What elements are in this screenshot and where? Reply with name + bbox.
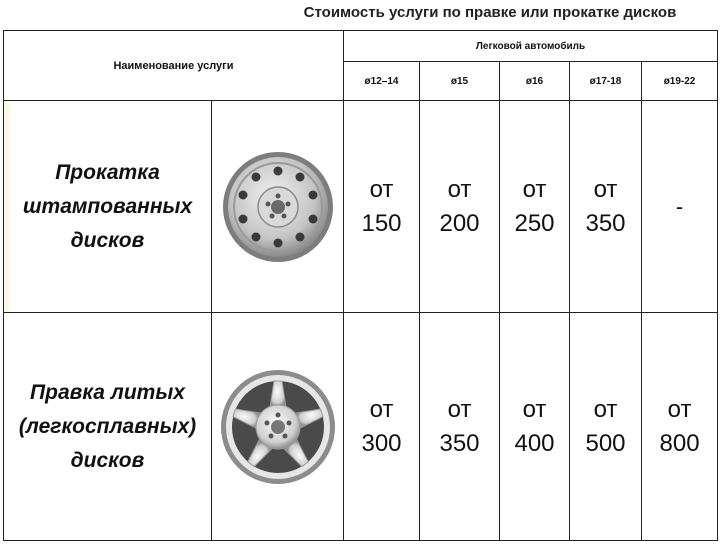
alloy-wheel-icon (218, 367, 338, 487)
price-prefix: от (369, 395, 394, 423)
service-name-line: дисков (70, 228, 145, 252)
price-cell (642, 101, 718, 313)
service-name-line: дисков (70, 448, 145, 472)
price-table (3, 30, 718, 541)
price-prefix: от (447, 175, 472, 203)
service-name-line: (легкосплавных) (18, 414, 197, 438)
price-prefix: от (369, 175, 394, 203)
price-cell (570, 101, 642, 313)
price-prefix: от (667, 395, 692, 423)
price-cell (344, 101, 420, 313)
service-name-line: Правка литых (30, 380, 185, 404)
table-row (4, 101, 718, 313)
price-cell (642, 313, 718, 541)
price-cell (500, 101, 570, 313)
price-prefix: от (593, 175, 618, 203)
size-header: ø15 (420, 62, 500, 101)
size-header: ø17-18 (570, 62, 642, 101)
wheel-image-cell (212, 101, 344, 313)
service-name-line: Прокатка (55, 160, 160, 184)
price-value: 200 (439, 209, 480, 237)
price-value: 250 (514, 209, 555, 237)
size-header: ø16 (500, 62, 570, 101)
table-row (4, 313, 718, 541)
price-cell (570, 313, 642, 541)
page-title: Стоимость услуги по правке или прокатке дисков (303, 4, 677, 21)
price-value: 350 (585, 209, 626, 237)
price-cell (500, 313, 570, 541)
service-name-cell (4, 313, 212, 541)
price-prefix: от (522, 395, 547, 423)
price-prefix: от (522, 175, 547, 203)
price-value: 300 (361, 429, 402, 457)
price-value: 350 (439, 429, 480, 457)
price-value: - (675, 193, 684, 219)
price-value: 800 (659, 429, 700, 457)
wheel-image-cell (212, 313, 344, 541)
price-prefix: от (447, 395, 472, 423)
price-prefix: от (593, 395, 618, 423)
size-header: ø12–14 (344, 62, 420, 101)
price-value: 400 (514, 429, 555, 457)
service-name-line: штампованных (22, 194, 193, 218)
steel-wheel-icon (220, 149, 336, 265)
service-name-cell (4, 101, 212, 313)
vehicle-group-header: Легковой автомобиль (344, 31, 718, 62)
size-header: ø19-22 (642, 62, 718, 101)
price-value: 500 (585, 429, 626, 457)
service-name-header: Наименование услуги (4, 31, 344, 101)
price-cell (420, 101, 500, 313)
price-cell (420, 313, 500, 541)
header-row-group (4, 31, 718, 62)
price-value: 150 (361, 209, 402, 237)
price-cell (344, 313, 420, 541)
